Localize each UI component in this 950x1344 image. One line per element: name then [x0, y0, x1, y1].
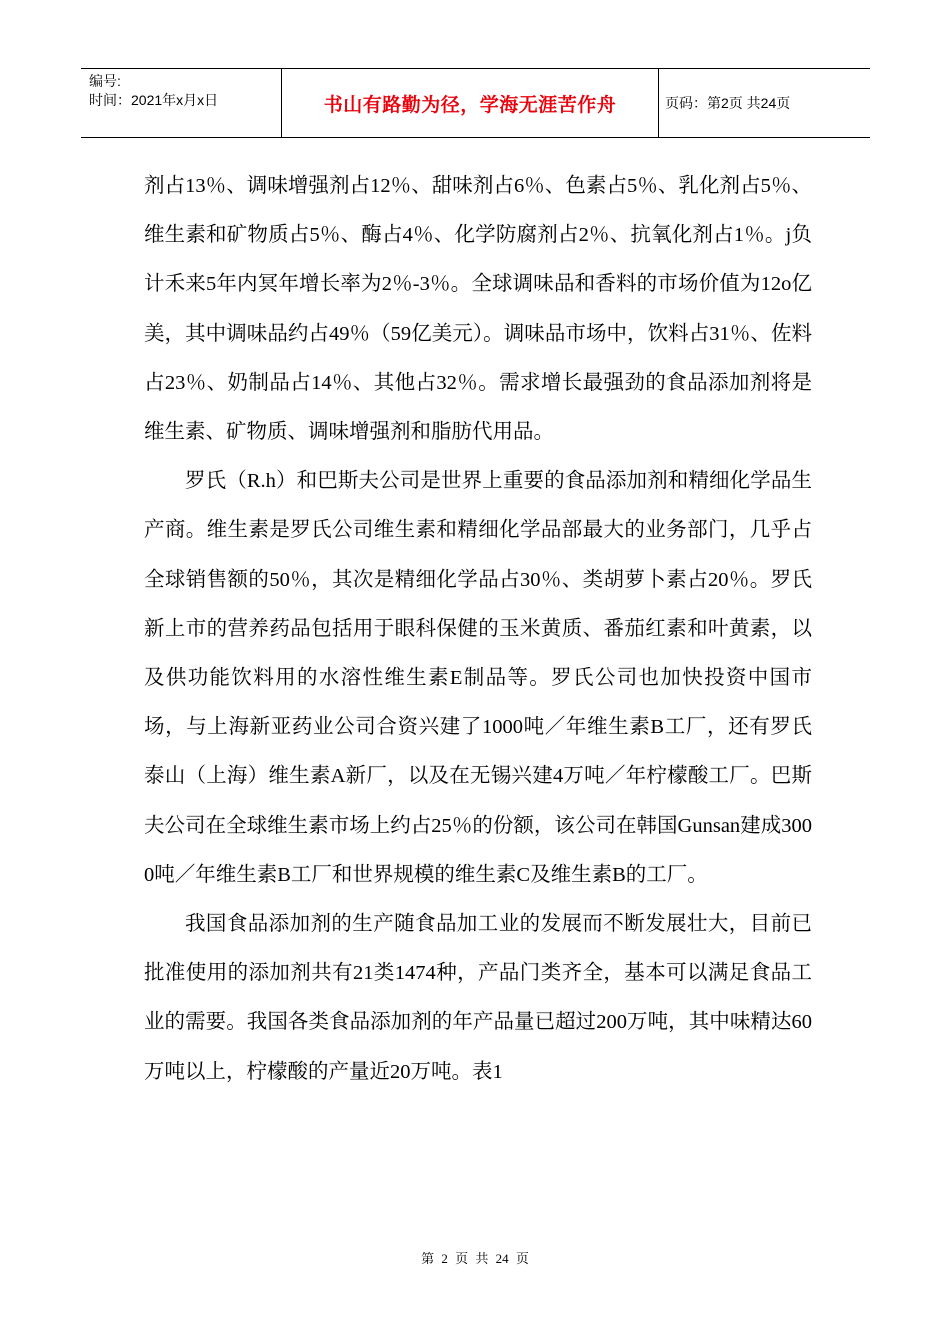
page-footer: 第 2 页 共 24 页 [421, 1251, 529, 1266]
document-body [144, 162, 812, 1097]
header-page-info: 页码：第2页 共24页 [665, 95, 791, 111]
paragraph-china-additives: 我国食品添加剂的生产随食品加工业的发展而不断发展壮大，目前已批准使用的添加剂共有21类1474种，产品门类齐全，基本可以满足食品工业的需要。我国各类食品添加剂的年产品量已超过200万吨，其中味精达60万吨以上，柠檬酸的产量近20万吨。表1 [144, 913, 812, 1083]
document-date: 时间：2021年x月x日 [89, 92, 219, 108]
paragraph-roche-basf: 罗氏（R.h）和巴斯夫公司是世界上重要的食品添加剂和精细化学品生产商。维生素是罗氏公司维生素和精细化学品部最大的业务部门，几乎占全球销售额的50％，其次是精细化学品占30％、类胡萝卜素占20％。罗氏新上市的营养药品包括用于眼科保健的玉米黄质、番茄红素和叶黄素，以及供功能饮料用的水溶性维生素E制品等。罗氏公司也加快投资中国市场，与上海新亚药业公司合资兴建了1000吨／年维生素B工厂，还有罗氏泰山（上海）维生素A新厂，以及在无锡兴建4万吨／年柠檬酸工厂。巴斯夫公司在全球维生素市场上约占25％的份额，该公司在韩国Gunsan建成3000吨／年维生素B工厂和世界规模的维生素C及维生素B的工厂。 [144, 470, 812, 886]
document-number-label: 编号: [89, 73, 121, 89]
header-meta [81, 69, 282, 137]
header-page-info-cell [659, 69, 870, 137]
document-header [81, 68, 870, 138]
motto-text: 书山有路勤为径，学海无涯苦作舟 [323, 93, 617, 116]
header-motto-cell [282, 69, 659, 137]
paragraph-continuation: 剂占13％、调味增强剂占12％、甜味剂占6％、色素占5％、乳化剂占5％、维生素和矿物质占5％、酶占4％、化学防腐剂占2％、抗氧化剂占1％。j负计禾来5年内冥年增长率为2％-3％。全球调味品和香料的市场价值为12o亿美，其中调味品约占49％（59亿美元）。调味品市场中，饮料占31％、佐料占23％、奶制品占14％、其他占32％。需求增长最强劲的食品添加剂将是维生素、矿物质、调味增强剂和脂肪代用品。 [144, 175, 812, 444]
